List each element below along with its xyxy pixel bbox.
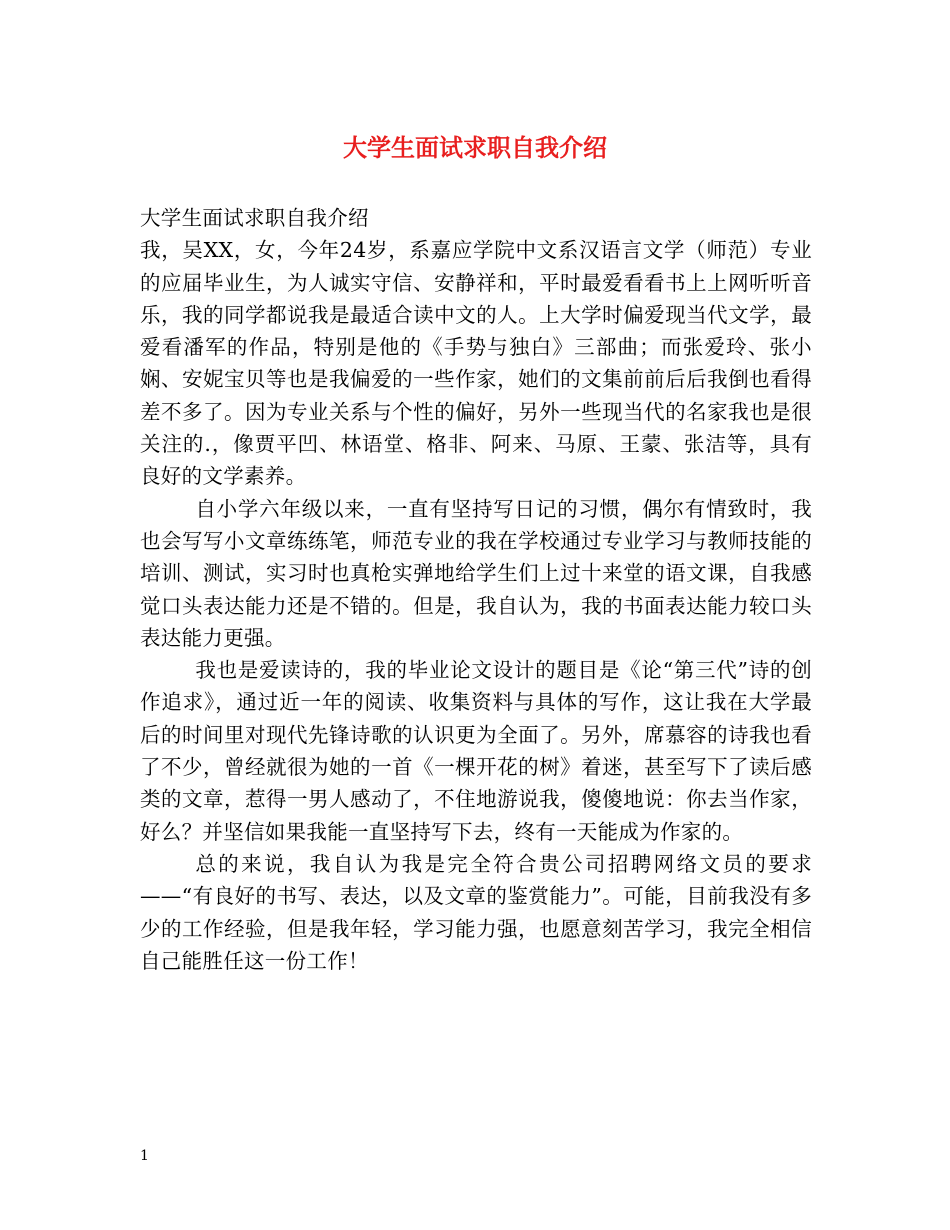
document-body [140,202,812,977]
document-title: 大学生面试求职自我介绍 [343,133,607,162]
paragraph-4: 总的来说，我自认为我是完全符合贵公司招聘网络文员的要求——“有良好的书写、表达，以及文章的鉴赏能力”。可能，目前我没有多少的工作经验，但是我年轻，学习能力强，也愿意刻苦学习，我完全相信自己能胜任这一份工作！ [140,851,812,973]
paragraph-3: 我也是爱读诗的，我的毕业论文设计的题目是《论“第三代”诗的创作追求》，通过近一年的阅读、收集资料与具体的写作，这让我在大学最后的时间里对现代先锋诗歌的认识更为全面了。另外，席慕容的诗我也看了不少，曾经就很为她的一首《一棵开花的树》着迷，甚至写下了读后感类的文章，惹得一男人感动了，不住地游说我，傻傻地说：你去当作家，好么？并坚信如果我能一直坚持写下去，终有一天能成为作家的。 [140,658,812,844]
document-subtitle: 大学生面试求职自我介绍 [140,206,369,230]
page-number: 1 [140,1148,149,1164]
paragraph-2: 自小学六年级以来，一直有坚持写日记的习惯，偶尔有情致时，我也会写写小文章练练笔，师范专业的我在学校通过专业学习与教师技能的培训、测试，实习时也真枪实弹地给学生们上过十来堂的语文课，自我感觉口头表达能力还是不错的。但是，我自认为，我的书面表达能力较口头表达能力更强。 [140,496,812,650]
paragraph-1: 我，吴XX，女，今年24岁，系嘉应学院中文系汉语言文学（师范）专业的应届毕业生，为人诚实守信、安静祥和，平时最爱看看书上上网听听音乐，我的同学都说我是最适合读中文的人。上大学时偏爱现当代文学，最爱看潘军的作品，特别是他的《手势与独白》三部曲；而张爱玲、张小娴、安妮宝贝等也是我偏爱的一些作家，她们的文集前前后后我倒也看得差不多了。因为专业关系与个性的偏好，另外一些现当代的名家我也是很关注的.，像贾平凹、林语堂、格非、阿来、马原、王蒙、张洁等，具有良好的文学素养。 [140,238,812,489]
